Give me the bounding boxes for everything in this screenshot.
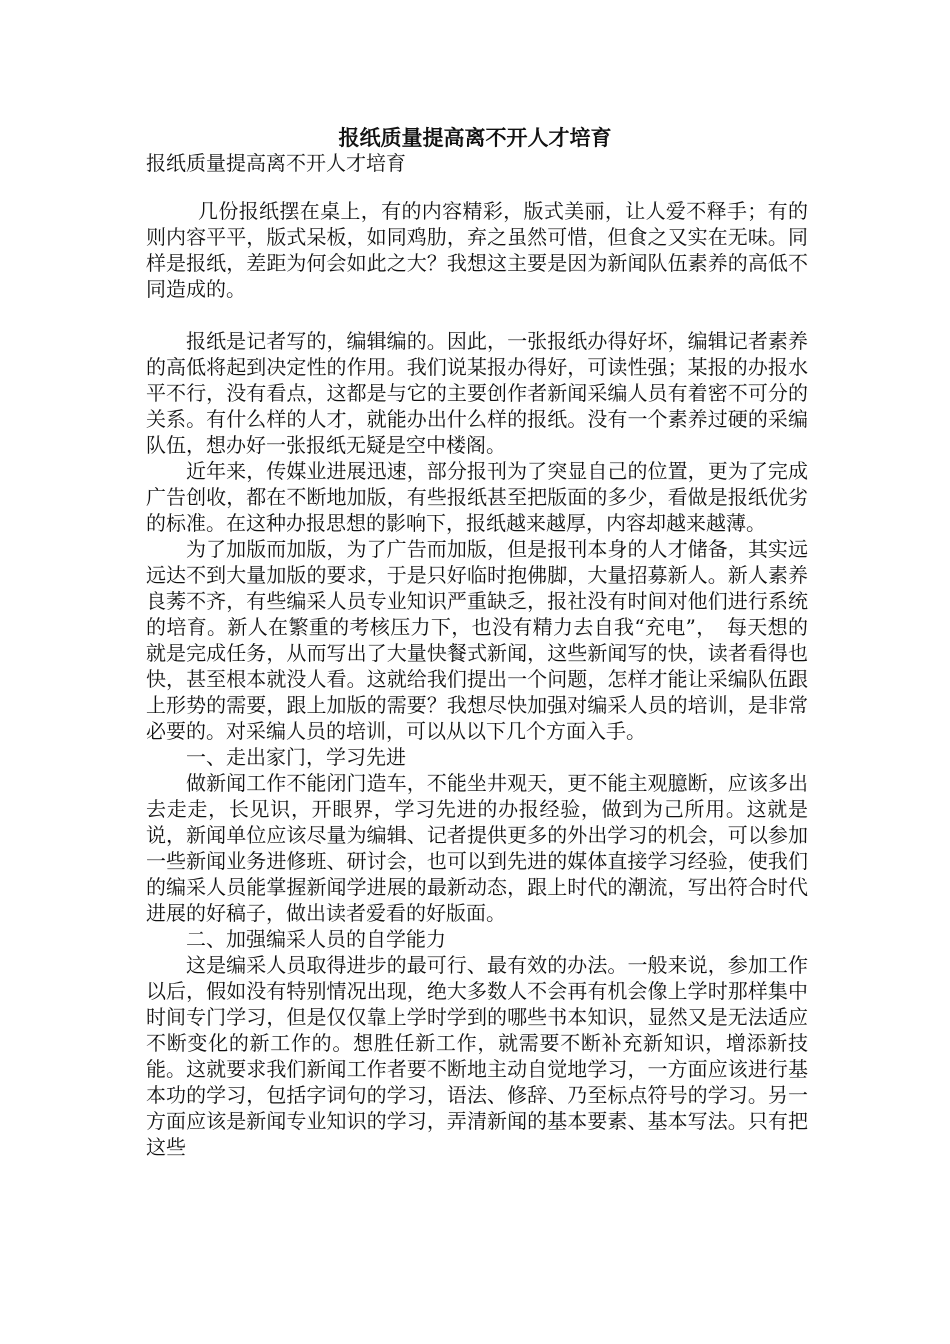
paragraph: 做新闻工作不能闭门造车，不能坐井观天，更不能主观臆断，应该多出去走走，长见识，开眼界，学习先进的办报经验，做到为己所用。这就是说，新闻单位应该尽量为编辑、记者提供更多的外出学习的机会，可以参加一些新闻业务进修班、研讨会，也可以到先进的媒体直接学习经验，使我们的编采人员能掌握新闻学进展的最新动态，跟上时代的潮流，写出符合时代进展的好稿子，做出读者爱看的好版面。 [146, 771, 808, 925]
paragraph: 这是编采人员取得进步的最可行、最有效的办法。一般来说，参加工作以后，假如没有特别情况出现，绝大多数人不会再有机会像上学时那样集中时间专门学习，但是仅仅靠上学时学到的哪些书本知识，显然又是无法适应不断变化的新工作的。想胜任新工作，就需要不断补充新知识，增添新技能。这就要求我们新闻工作者要不断地主动自觉地学习，一方面应该进行基本功的学习，包括字词句的学习，语法、修辞、乃至标点符号的学习。另一方面应该是新闻专业知识的学习，弄清新闻的基本要素、基本写法。只有把这些 [146, 953, 808, 1159]
paragraph: 近年来，传媒业进展迅速，部分报刊为了突显自己的位置，更为了完成广告创收，都在不断地加版，有些报纸甚至把版面的多少，看做是报纸优劣的标准。在这种办报思想的影响下，报纸越来越厚，内容却越来越薄。 [146, 459, 808, 535]
paragraph: 报纸是记者写的，编辑编的。因此，一张报纸办得好坏，编辑记者素养的高低将起到决定性的作用。我们说某报办得好，可读性强；某报的办报水平不行，没有看点，这都是与它的主要创作者新闻采编人员有着密不可分的关系。有什么样的人才，就能办出什么样的报纸。没有一个素养过硬的采编队伍，想办好一张报纸无疑是空中楼阁。 [146, 329, 808, 457]
section-heading-1: 一、走出家门，学习先进 [186, 745, 406, 769]
paragraph-gap [146, 302, 808, 328]
document-title: 报纸质量提高离不开人才培育 [338, 125, 612, 150]
section-heading-2: 二、加强编采人员的自学能力 [186, 927, 446, 951]
document-subtitle: 报纸质量提高离不开人才培育 [146, 151, 406, 175]
paragraph: 为了加版而加版，为了广告而加版，但是报刊本身的人才储备，其实远远达不到大量加版的要求，于是只好临时抱佛脚，大量招募新人。新人素养良莠不齐，有些编采人员专业知识严重缺乏，报社没有时间对他们进行系统的培育。新人在繁重的考核压力下，也没有精力去自我“充电”， 每天想的就是完成任务，从而写出了大量快餐式新闻，这些新闻写的快，读者看得也快，甚至根本就没人看。这就给我们提出一个问题，怎样才能让采编队伍跟上形势的需要，跟上加版的需要？我想尽快加强对编采人员的培训，是非常必要的。对采编人员的培训，可以从以下几个方面入手。 [146, 537, 808, 743]
document-body [146, 198, 808, 1160]
paragraph-intro: 几份报纸摆在桌上，有的内容精彩，版式美丽，让人爱不释手；有的则内容平平，版式呆板，如同鸡肋，弃之虽然可惜，但食之又实在无味。同样是报纸，差距为何会如此之大？我想这主要是因为新闻队伍素养的高低不同造成的。 [146, 199, 808, 301]
